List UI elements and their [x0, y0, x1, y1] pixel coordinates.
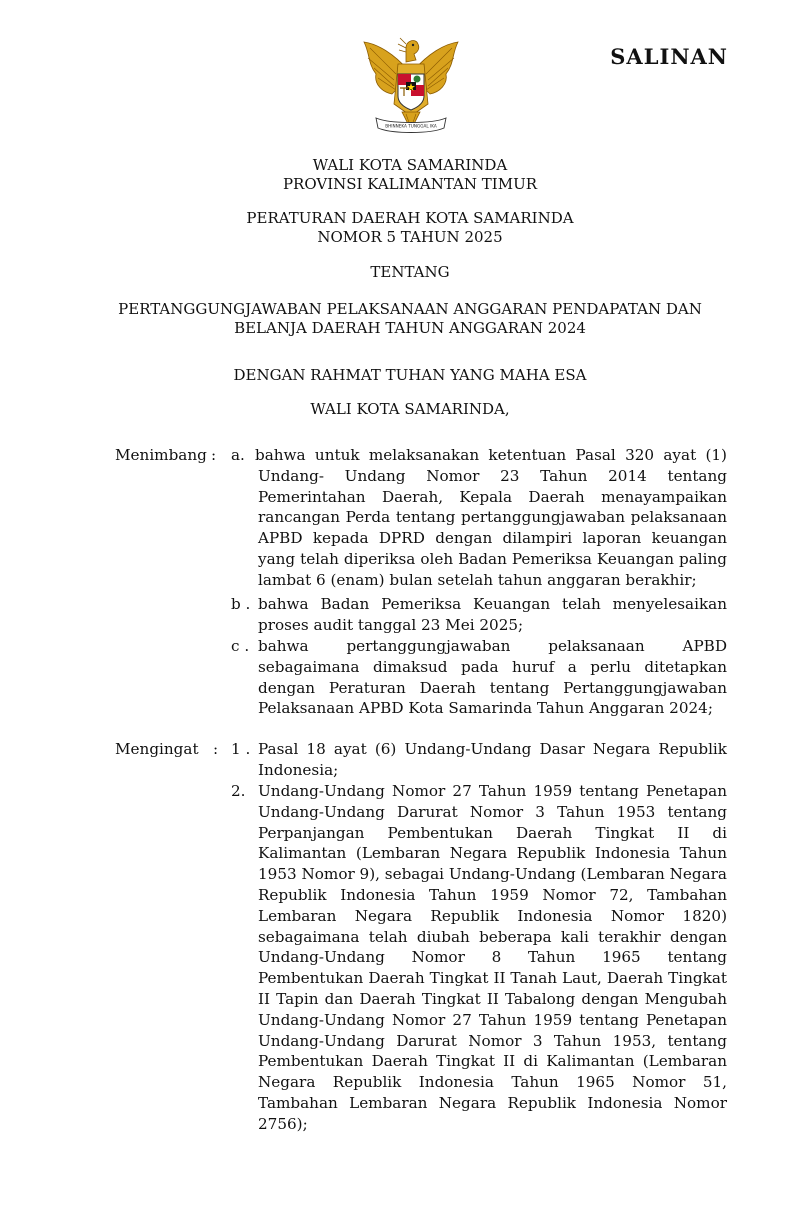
mayor-heading	[60, 400, 760, 419]
menimbang-label: Menimbang	[115, 446, 207, 464]
item-marker: 2.	[231, 782, 246, 800]
item-text: bahwa untuk melaksanakan ketentuan Pasal 320 ayat (1) Undang- Undang Nomor 23 Tahun 2014 tentang Pemerintahan Daerah, Kepala Daerah menayampaikan rancangan Perda tentang pertanggungjawaban pelaksanaan APBD kepada DPRD dengan dilampiri laporan keuangan yang telah diperiksa oleh Badan Pemeriksa Keuangan paling lambat 6 (enam) bulan setelah tahun anggaran berakhir;	[255, 446, 727, 589]
salinan-stamp: SALINAN	[610, 44, 728, 69]
subject-line-2: BELANJA DAERAH TAHUN ANGGARAN 2024	[234, 319, 586, 337]
about-heading	[60, 263, 760, 282]
authority-line-1: WALI KOTA SAMARINDA	[312, 156, 508, 174]
authority-heading	[60, 156, 760, 194]
emblem-motto: BHINNEKA TUNGGAL IKA	[385, 123, 437, 129]
invocation-text: DENGAN RAHMAT TUHAN YANG MAHA ESA	[233, 366, 587, 384]
item-text: Undang-Undang Nomor 27 Tahun 1959 tentang Penetapan Undang-Undang Darurat Nomor 3 Tahun 1953 tentang Perpanjangan Pembentukan Daerah Tingkat II di Kalimantan (Lembaran Negara Republik Indonesia Tahun 1953 Nomor 9), sebagai Undang-Undang (Lembaran Negara Republik Indonesia Tahun 1959 Nomor 72, Tambahan Lembaran Negara Republik Indonesia Nomor 1820) sebagaimana telah diubah beberapa kali terakhir dengan Undang-Undang Nomor 8 Tahun 1965 tentang Pembentukan Daerah Tingkat II Tanah Laut, Daerah Tingkat II Tapin dan Daerah Tingkat II Tabalong dengan Mengubah Undang-Undang Nomor 27 Tahun 1959 tentang Penetapan Undang-Undang Darurat Nomor 3 Tahun 1953, tentang Pembentukan Daerah Tingkat II di Kalimantan (Lembaran Negara Republik Indonesia Tahun 1965 Nomor 51, Tambahan Lembaran Negara Republik Indonesia Nomor 2756);	[258, 782, 727, 1133]
garuda-pancasila-emblem-icon	[356, 34, 466, 138]
subject-heading	[60, 300, 760, 338]
authority-line-2: PROVINSI KALIMANTAN TIMUR	[282, 175, 538, 193]
item-text: bahwa pertanggungjawaban pelaksanaan APBD sebagaimana dimaksud pada huruf a perlu ditetapkan dengan Peraturan Daerah tentang Pertanggungjawaban Pelaksanaan APBD Kota Samarinda Tahun Anggaran 2024;	[258, 637, 727, 718]
regulation-line-1: PERATURAN DAERAH KOTA SAMARINDA	[246, 209, 574, 227]
invocation	[60, 366, 760, 385]
item-marker: 1 .	[231, 740, 251, 758]
regulation-heading	[60, 209, 760, 247]
regulation-line-2: NOMOR 5 TAHUN 2025	[317, 228, 503, 246]
about-label: TENTANG	[370, 263, 450, 281]
item-marker: a.	[231, 446, 245, 464]
mengingat-colon: :	[213, 740, 219, 758]
item-marker: b .	[231, 595, 251, 613]
item-text: Pasal 18 ayat (6) Undang-Undang Dasar Negara Republik Indonesia;	[258, 740, 727, 779]
subject-line-1: PERTANGGUNGJAWABAN PELAKSANAAN ANGGARAN PENDAPATAN DAN	[118, 300, 702, 318]
menimbang-colon: :	[211, 446, 217, 464]
item-text: bahwa Badan Pemeriksa Keuangan telah menyelesaikan proses audit tanggal 23 Mei 2025;	[258, 595, 727, 634]
mengingat-label: Mengingat	[115, 740, 199, 758]
item-marker: c .	[231, 637, 250, 655]
mayor-text: WALI KOTA SAMARINDA,	[310, 400, 510, 418]
